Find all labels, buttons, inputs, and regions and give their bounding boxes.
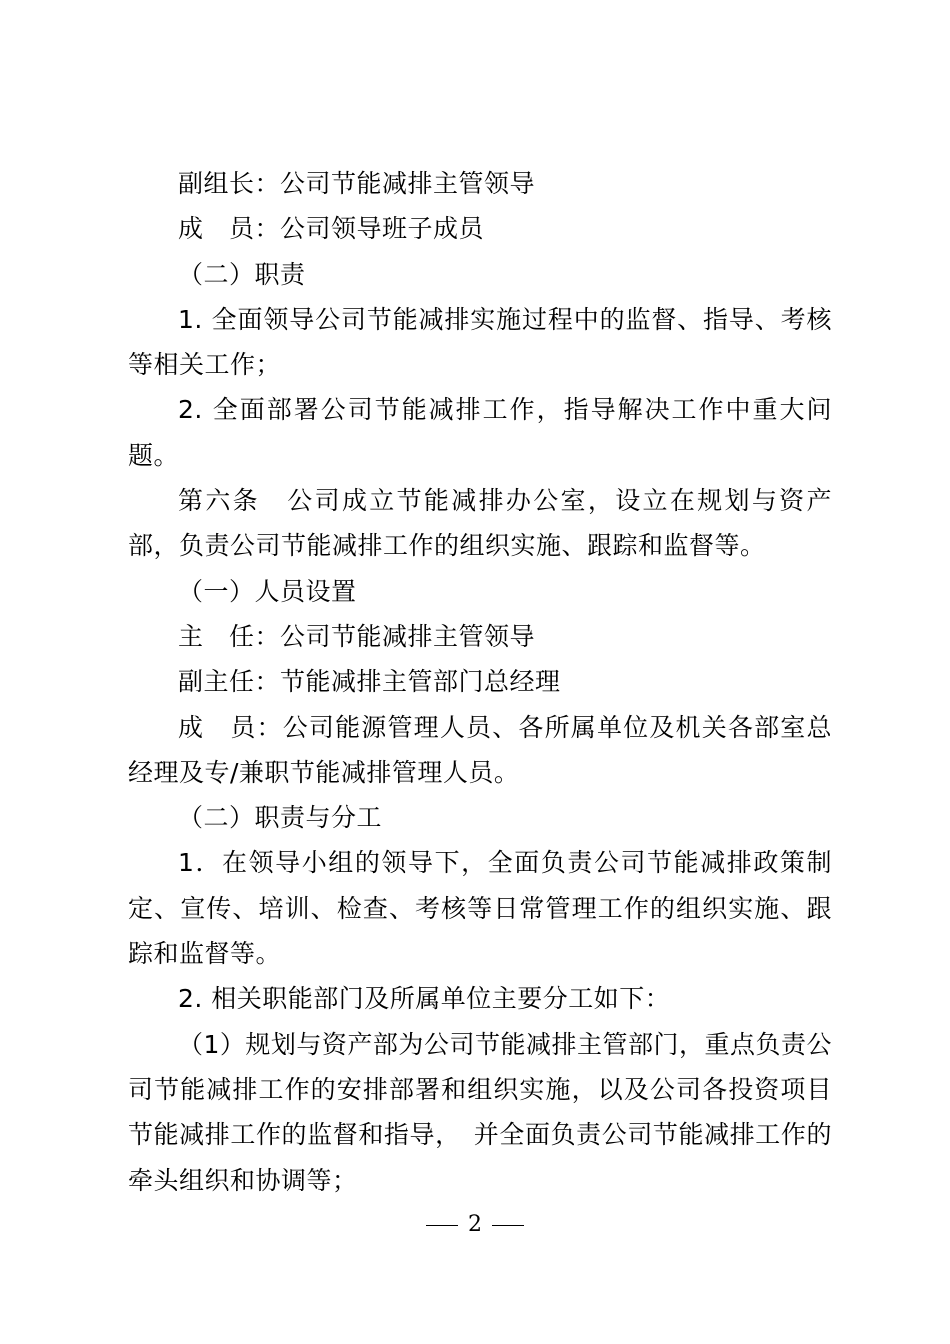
paragraph-director: 主 任：公司节能减排主管领导 <box>178 621 536 651</box>
paragraph-division-1: 1．在领导小组的领导下，全面负责公司节能减排政策制定、宣传、培训、检查、考核等日常管理工作的组织实施、跟踪和监督等。 <box>128 848 832 969</box>
paragraph-duty-1: 1. 全面领导公司节能减排实施过程中的监督、指导、考核等相关工作； <box>128 304 832 380</box>
footer-dash-left <box>426 1225 458 1226</box>
paragraph-division-heading: （二）职责与分工 <box>178 803 383 833</box>
paragraph-division-2: 2. 相关职能部门及所属单位主要分工如下： <box>178 984 671 1014</box>
paragraph-deputy-leader: 副组长：公司节能减排主管领导 <box>178 169 536 198</box>
page-footer <box>0 1210 950 1240</box>
page-number: 2 <box>468 1212 482 1237</box>
paragraph-deputy-director: 副主任：节能减排主管部门总经理 <box>178 667 561 697</box>
paragraph-staffing-heading: （一）人员设置 <box>178 576 357 606</box>
paragraph-division-2-1: （1）规划与资产部为公司节能减排主管部门，重点负责公司节能减排工作的安排部署和组织实施，以及公司各投资项目节能减排工作的监督和指导， 并全面负责公司节能减排工作的牵头组织和协调等； <box>128 1029 832 1195</box>
paragraph-article-6: 第六条 公司成立节能减排办公室，设立在规划与资产部，负责公司节能减排工作的组织实施、跟踪和监督等。 <box>128 486 832 561</box>
paragraph-office-members: 成 员：公司能源管理人员、各所属单位及机关各部室总经理及专/兼职节能减排管理人员。 <box>128 712 832 787</box>
document-body <box>128 161 832 1203</box>
footer-dash-right <box>492 1225 524 1226</box>
paragraph-duties-heading: （二）职责 <box>178 259 306 289</box>
paragraph-members: 成 员：公司领导班子成员 <box>178 214 485 244</box>
paragraph-duty-2: 2. 全面部署公司节能减排工作，指导解决工作中重大问题。 <box>128 395 832 470</box>
